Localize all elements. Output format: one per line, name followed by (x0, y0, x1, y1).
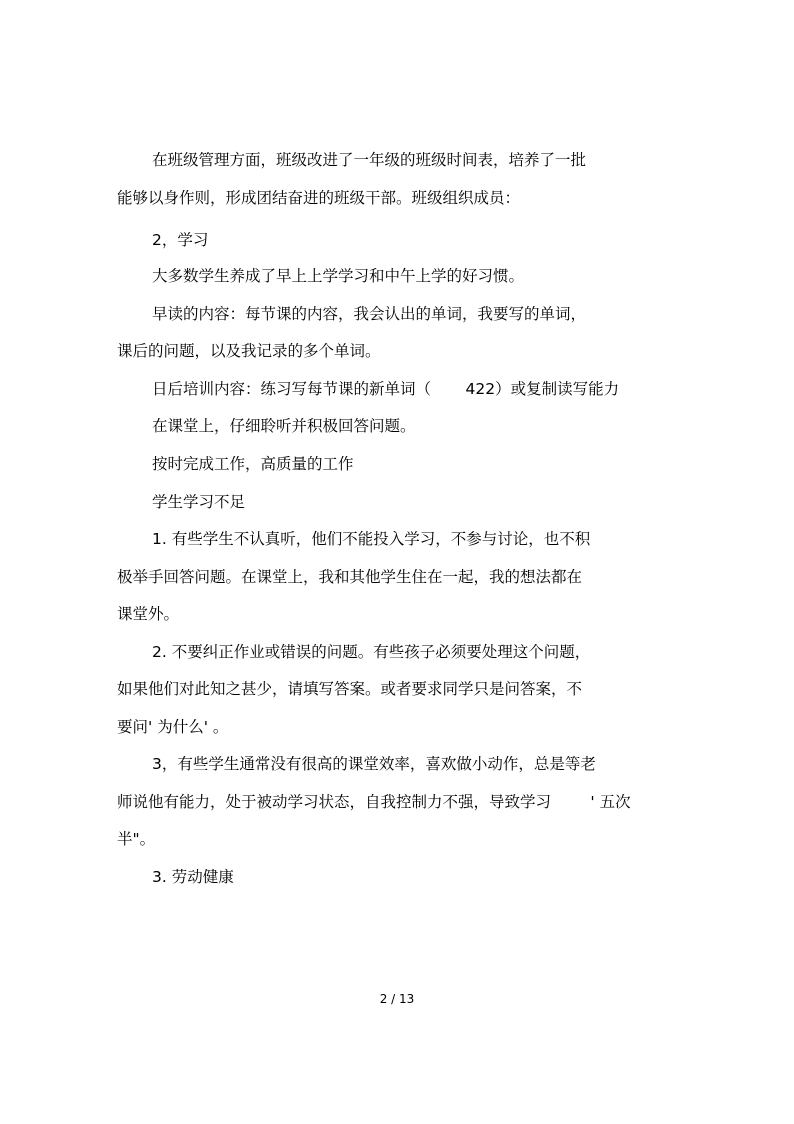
paragraph-line: 日后培训内容：练习写每节课的新单词（ 422）或复制读写能力 (152, 380, 620, 398)
paragraph-line: 3，有些学生通常没有很高的课堂效率，喜欢做小动作，总是等老 (152, 755, 596, 773)
paragraph-line: 如果他们对此知之甚少，请填写答案。或者要求同学只是问答案，不 (117, 680, 583, 698)
paragraph-line: 师说他有能力，处于被动学习状态，自我控制力不强，导致学习 ' 五次 (117, 793, 631, 811)
paragraph-line: 课堂外。 (117, 605, 180, 623)
paragraph-line: 能够以身作则，形成团结奋进的班级干部。班级组织成员： (117, 189, 521, 207)
paragraph-line: 按时完成工作，高质量的工作 (152, 455, 354, 473)
section-heading: 2，学习 (152, 231, 209, 249)
paragraph-line: 极举手回答问题。在课堂上，我和其他学生住在一起，我的想法都在 (117, 568, 583, 586)
paragraph-line: 早读的内容：每节课的内容，我会认出的单词，我要写的单词， (152, 305, 587, 323)
paragraph-line: 在课堂上，仔细聆听并积极回答问题。 (152, 417, 416, 435)
paragraph-line: 大多数学生养成了早上上学学习和中午上学的好习惯。 (152, 267, 525, 285)
paragraph-line: 1. 有些学生不认真听，他们不能投入学习，不参与讨论，也不积 (152, 530, 591, 548)
paragraph-line: 2. 不要纠正作业或错误的问题。有些孩子必须要处理这个问题， (152, 643, 591, 661)
paragraph-line: 在班级管理方面，班级改进了一年级的班级时间表，培养了一批 (152, 151, 587, 169)
section-heading: 3. 劳动健康 (152, 868, 234, 886)
paragraph-line: 学生学习不足 (152, 493, 246, 511)
paragraph-line: 课后的问题，以及我记录的多个单词。 (117, 342, 381, 360)
paragraph-line: 要问' 为什么' 。 (117, 718, 229, 736)
page-number: 2 / 13 (379, 992, 415, 1006)
paragraph-line: 半"。 (117, 830, 156, 848)
